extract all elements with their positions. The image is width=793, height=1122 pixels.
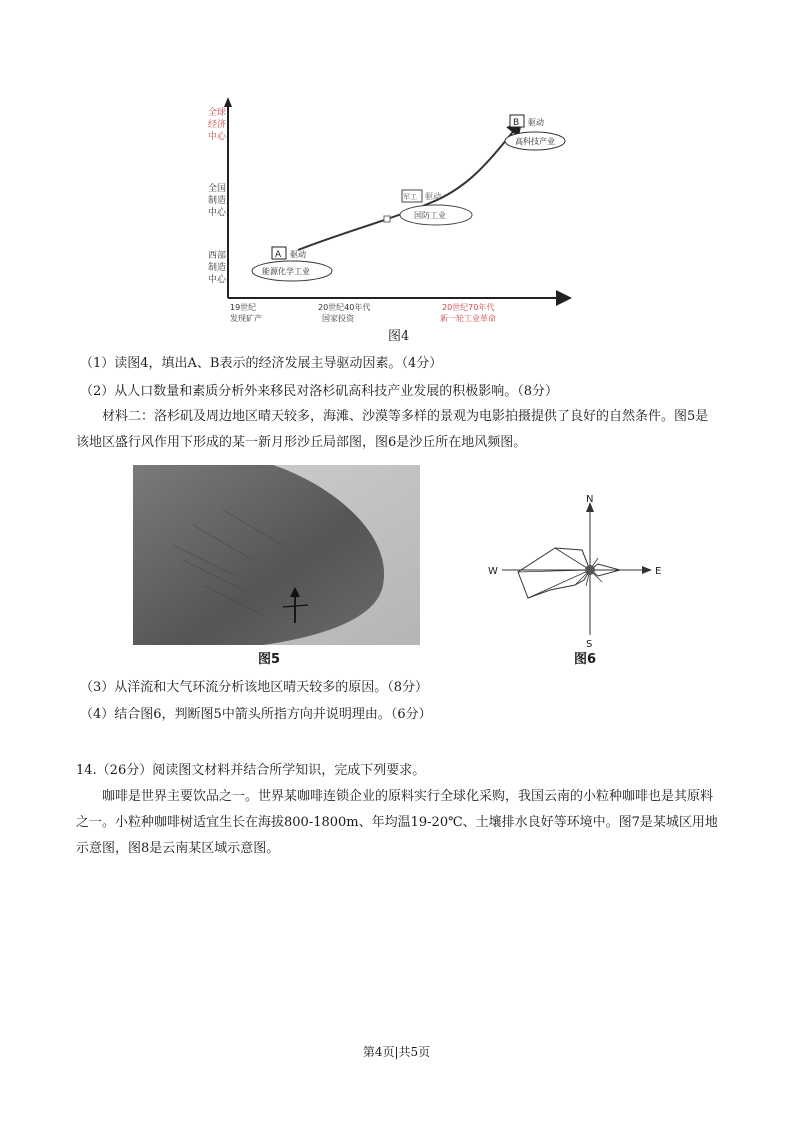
y-label-global — [208, 106, 227, 142]
svg-text:全球: 全球 — [208, 108, 227, 118]
figure-4-caption: 图4 — [388, 329, 410, 344]
svg-text:国家投资: 国家投资 — [322, 314, 354, 323]
question-3: （3）从洋流和大气环流分析该地区晴天较多的原因。（8分） — [80, 680, 429, 695]
question-14-body: 咖啡是世界主要饮品之一。世界某咖啡连锁企业的原料实行全球化采购，我国云南的小粒种咖啡也是其原料之一。小粒种咖啡树适宜生长在海拔800-1800m、年均温19-20℃、土壤排水良好等环境中。图7是某城区用地示意图，图8是云南某区域示意图。 — [76, 789, 718, 856]
svg-text:制造: 制造 — [208, 196, 227, 206]
trend-arrow — [298, 123, 520, 250]
svg-text:制造: 制造 — [208, 263, 227, 273]
x-label-1970s — [440, 302, 496, 323]
svg-text:19世纪: 19世纪 — [230, 303, 257, 312]
figure-5-caption: 图5 — [258, 652, 281, 667]
stage-a — [252, 247, 332, 281]
question-2: （2）从人口数量和素质分析外来移民对洛杉矶高科技产业发展的积极影响。（8分） — [80, 384, 559, 399]
y-label-western — [208, 249, 227, 285]
svg-text:能源化学工业: 能源化学工业 — [262, 267, 310, 276]
figure-6-wind-rose — [480, 490, 670, 650]
svg-text:B: B — [513, 118, 520, 128]
svg-text:全国: 全国 — [208, 184, 227, 194]
label-north: N — [586, 494, 594, 505]
svg-text:新一轮工业革命: 新一轮工业革命 — [440, 314, 496, 323]
figure-5-dune-photo — [133, 465, 420, 645]
page-footer: 第4页|共5页 — [362, 1045, 431, 1059]
material-2: 材料二：洛杉矶及周边地区晴天较多，海滩、沙漠等多样的景观为电影拍摄提供了良好的自然条件。图5是该地区盛行风作用下形成的某一新月形沙丘局部图，图6是沙丘所在地风频图。 — [76, 409, 709, 450]
svg-text:驱动: 驱动 — [425, 192, 441, 201]
x-label-1940s — [318, 302, 370, 323]
east-arrow-icon — [642, 566, 652, 574]
x-label-19c — [230, 302, 262, 323]
svg-text:中心: 中心 — [208, 132, 227, 142]
svg-text:高科技产业: 高科技产业 — [515, 137, 555, 146]
svg-text:发现矿产: 发现矿产 — [230, 314, 262, 323]
y-axis-arrow-icon — [224, 97, 232, 107]
svg-text:国防工业: 国防工业 — [414, 211, 446, 220]
stage-b — [505, 115, 565, 150]
wind-rose-petals — [518, 548, 590, 598]
svg-text:西部: 西部 — [208, 251, 227, 261]
svg-text:中心: 中心 — [208, 275, 227, 285]
figure-6-caption: 图6 — [574, 652, 597, 667]
svg-text:20世纪40年代: 20世纪40年代 — [318, 303, 371, 312]
svg-text:经济: 经济 — [208, 120, 227, 130]
label-south: S — [586, 639, 593, 650]
label-east: E — [655, 566, 662, 577]
y-label-national — [208, 182, 227, 218]
svg-text:中心: 中心 — [208, 208, 227, 218]
question-4: （4）结合图6，判断图5中箭头所指方向并说明理由。（6分） — [80, 707, 432, 722]
svg-text:A: A — [275, 250, 282, 260]
svg-text:驱动: 驱动 — [528, 118, 544, 127]
question-14-heading: 14.（26分）阅读图文材料并结合所学知识，完成下列要求。 — [76, 763, 426, 778]
stage-defense — [384, 190, 472, 225]
svg-text:驱动: 驱动 — [290, 250, 306, 259]
question-1: （1）读图4，填出A、B表示的经济发展主导驱动因素。（4分） — [80, 356, 443, 371]
label-west: W — [488, 566, 498, 577]
svg-text:军工: 军工 — [403, 193, 417, 201]
figure-4-chart — [190, 95, 580, 330]
svg-text:20世纪70年代: 20世纪70年代 — [442, 303, 495, 312]
